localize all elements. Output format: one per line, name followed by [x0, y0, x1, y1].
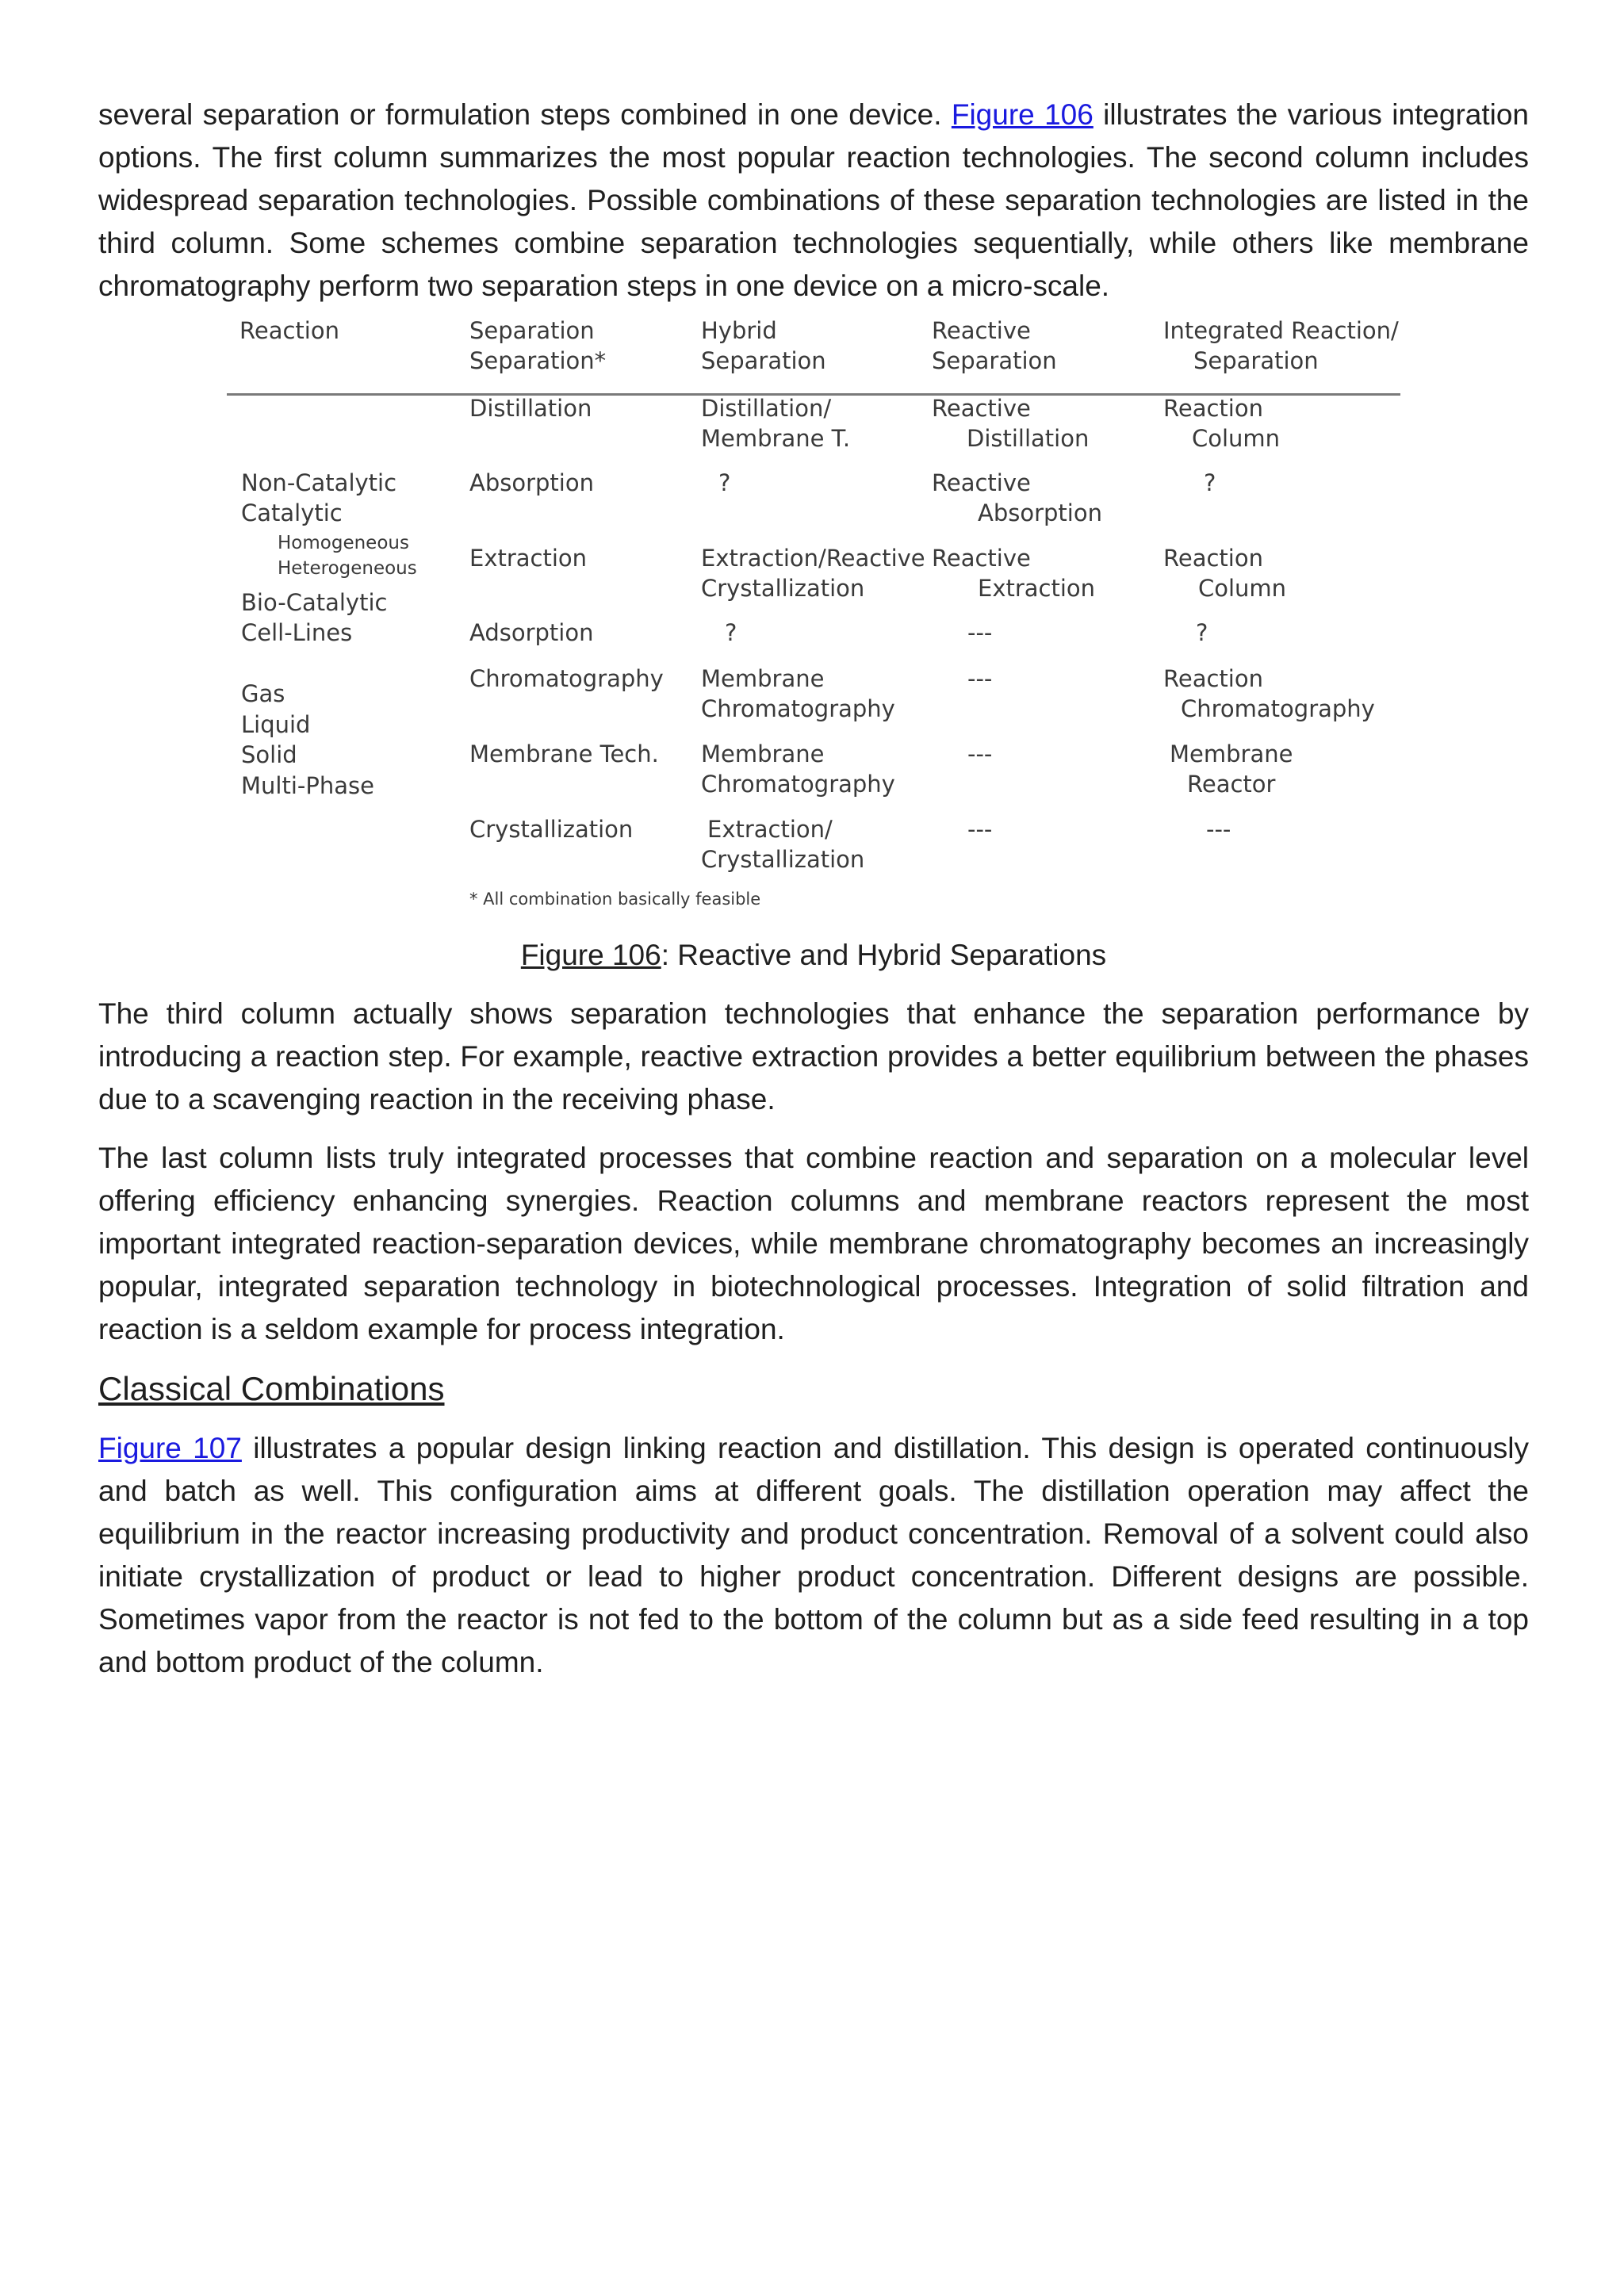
reaction-heterogeneous: Heterogeneous — [278, 558, 417, 579]
paragraph-last-column: The last column lists truly integrated processes that combine reaction and separation on a molecular level offering efficiency enhancing synergies. Reaction columns and membrane reactors represent the most important integrated reaction-separation devices, while membrane chromatography becomes an increasingly popular, integrated separation technology in biotechnological processes. Integration of solid filtration and reaction is a seldom example for process integration. — [98, 1142, 1529, 1345]
row-5-integrated-line2: Reactor — [1187, 771, 1276, 798]
row-3-integrated: ? — [1196, 619, 1208, 646]
reaction-gas: Gas — [241, 680, 285, 707]
reaction-cell-lines: Cell-Lines — [241, 619, 353, 646]
row-0-integrated-line1: Reaction — [1163, 395, 1263, 422]
row-3-separation: Adsorption — [469, 619, 594, 646]
header-hybrid — [701, 316, 826, 376]
row-0-integrated-line2: Column — [1192, 425, 1281, 452]
reaction-bio-catalytic: Bio-Catalytic — [241, 589, 388, 616]
row-6-hybrid-line2: Crystallization — [701, 846, 865, 873]
row-2-reactive — [932, 543, 1095, 603]
row-2-integrated — [1163, 543, 1286, 603]
row-5-hybrid-line1: Membrane — [701, 740, 825, 767]
reaction-non-catalytic: Non-Catalytic — [241, 469, 397, 496]
paragraph-third-column: The third column actually shows separation technologies that enhance the separation performance by introducing a reaction step. For example, reactive extraction provides a better equilibrium between the phases due to a scavenging reaction in the receiving phase. — [98, 997, 1529, 1115]
row-6-separation: Crystallization — [469, 816, 634, 843]
row-0-reactive-line2: Distillation — [967, 425, 1090, 452]
figure-caption-text: : Reactive and Hybrid Separations — [661, 939, 1107, 971]
row-5-reactive: --- — [967, 740, 993, 767]
row-5-hybrid-line2: Chromatography — [701, 771, 895, 798]
row-4-reactive: --- — [967, 665, 993, 692]
header-integrated — [1163, 316, 1399, 376]
header-integrated-line1: Integrated Reaction/ — [1163, 317, 1399, 344]
row-3-hybrid: ? — [725, 619, 737, 646]
row-6-reactive: --- — [967, 816, 993, 843]
reaction-catalytic: Catalytic — [241, 499, 343, 526]
row-0-integrated — [1163, 393, 1280, 453]
figure-106-link[interactable]: Figure 106 — [951, 98, 1094, 131]
figure-106 — [98, 316, 1529, 958]
figure-footnote: * All combination basically feasible — [469, 890, 761, 909]
row-2-hybrid — [701, 543, 925, 603]
header-reaction: Reaction — [239, 317, 339, 344]
row-2-separation: Extraction — [469, 545, 588, 572]
section-heading: Classical Combinations — [98, 1370, 445, 1407]
row-0-hybrid-line2: Membrane T. — [701, 425, 851, 452]
paragraph-classical — [98, 1427, 1529, 1684]
row-2-hybrid-line1: Extraction/Reactive — [701, 545, 925, 572]
paragraph-classical-text: illustrates a popular design linking reaction and distillation. This design is operated continuously and batch as well. This configuration aims at different goals. The distillation operation may affect the equilibrium in the reactor increasing productivity and product concentration. Removal of a solvent could also initiate crystallization of product or lead to higher product concentration. Different designs are possible. Sometimes vapor from the reactor is not fed to the bottom of the column but as a side feed resulting in a top and bottom product of the column. — [98, 1432, 1529, 1678]
row-4-hybrid-line2: Chromatography — [701, 695, 895, 722]
page-content — [98, 94, 1529, 1684]
row-2-integrated-line1: Reaction — [1163, 545, 1263, 572]
reaction-liquid: Liquid — [241, 711, 311, 738]
figure-107-link[interactable]: Figure 107 — [98, 1432, 242, 1464]
row-4-integrated — [1163, 664, 1375, 724]
header-reactive-line2: Separation — [932, 347, 1057, 374]
row-2-reactive-line2: Extraction — [978, 575, 1096, 602]
header-separation — [469, 316, 606, 376]
row-4-separation: Chromatography — [469, 665, 664, 692]
header-reactive-line1: Reactive — [932, 317, 1031, 344]
row-5-integrated — [1170, 739, 1293, 799]
row-3-reactive: --- — [967, 619, 993, 646]
header-separation-line1: Separation — [469, 317, 595, 344]
row-6-hybrid-line1: Extraction/ — [707, 816, 833, 843]
header-reactive — [932, 316, 1057, 376]
row-2-integrated-line2: Column — [1198, 575, 1287, 602]
figure-caption-label: Figure 106 — [520, 939, 661, 971]
reaction-multi-phase: Multi-Phase — [241, 772, 374, 799]
reaction-solid: Solid — [241, 741, 297, 768]
row-1-separation: Absorption — [469, 469, 594, 496]
row-0-hybrid-line1: Distillation/ — [701, 395, 832, 422]
row-1-integrated: ? — [1204, 469, 1216, 496]
header-hybrid-line2: Separation — [701, 347, 826, 374]
row-2-reactive-line1: Reactive — [932, 545, 1031, 572]
row-6-hybrid — [701, 814, 864, 874]
row-1-reactive-line1: Reactive — [932, 469, 1031, 496]
row-0-reactive — [932, 393, 1089, 453]
row-5-integrated-line1: Membrane — [1170, 740, 1293, 767]
row-4-integrated-line2: Chromatography — [1181, 695, 1375, 722]
row-6-integrated: --- — [1206, 816, 1231, 843]
row-1-hybrid: ? — [718, 469, 731, 496]
row-2-hybrid-line2: Crystallization — [701, 575, 865, 602]
row-0-separation: Distillation — [469, 395, 592, 422]
row-5-separation: Membrane Tech. — [469, 740, 659, 767]
row-0-reactive-line1: Reactive — [932, 395, 1031, 422]
row-4-integrated-line1: Reaction — [1163, 665, 1263, 692]
row-1-reactive-line2: Absorption — [978, 499, 1102, 526]
row-1-reactive — [932, 468, 1102, 528]
header-hybrid-line1: Hybrid — [701, 317, 777, 344]
paragraph-intro — [98, 94, 1529, 308]
header-integrated-line2: Separation — [1193, 347, 1319, 374]
paragraph-intro-text-2: illustrates the various integration options. The first column summarizes the most popular reaction technologies. The second column includes widespread separation technologies. Possible combinations of these separation technologies are listed in the third column. Some schemes combine separation technologies sequentially, while others like membrane chromatography perform two separation steps in one device on a micro-scale. — [98, 98, 1530, 302]
paragraph-intro-text-1: several separation or formulation steps combined in one device. — [98, 98, 952, 131]
row-4-hybrid — [701, 664, 895, 724]
header-separation-line2: Separation* — [469, 347, 607, 374]
row-5-hybrid — [701, 739, 895, 799]
row-0-hybrid — [701, 393, 850, 453]
reaction-homogeneous: Homogeneous — [278, 533, 409, 553]
row-4-hybrid-line1: Membrane — [701, 665, 825, 692]
